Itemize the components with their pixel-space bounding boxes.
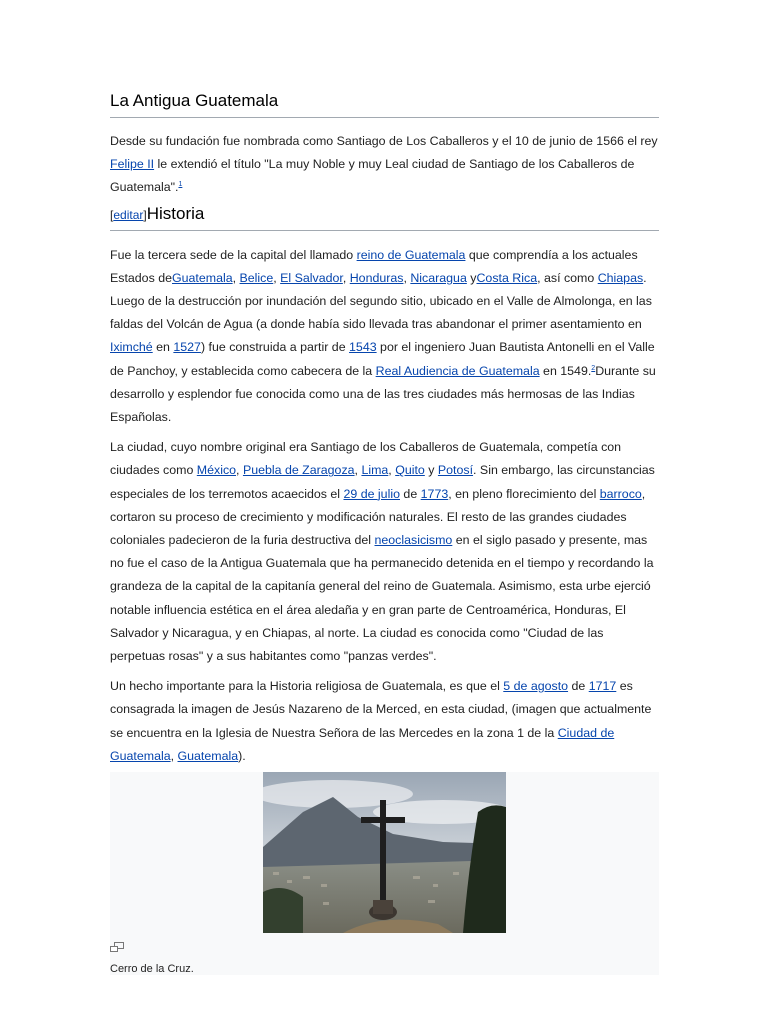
link-belice[interactable]: Belice xyxy=(239,270,274,285)
edit-link[interactable]: editar xyxy=(113,207,144,222)
link-barroco[interactable]: barroco xyxy=(599,486,642,501)
text: , xyxy=(403,270,411,285)
text: , xyxy=(342,270,350,285)
reference-1[interactable]: 1 xyxy=(178,181,183,189)
link-1773[interactable]: 1773 xyxy=(420,486,449,501)
link-guatemala-country[interactable]: Guatemala xyxy=(177,748,239,763)
text: por el ingeniero Juan Bautista Antonelli en el Valle de Panchoy, y establecida como cabecera de la xyxy=(110,340,655,378)
link-real-audiencia[interactable]: Real Audiencia de Guatemala xyxy=(375,363,540,378)
text: de xyxy=(399,486,421,501)
link-5-de-agosto[interactable]: 5 de agosto xyxy=(503,679,569,694)
link-29-de-julio[interactable]: 29 de julio xyxy=(343,486,400,501)
link-reino-de-guatemala[interactable]: reino de Guatemala xyxy=(356,247,466,262)
text: en 1549. xyxy=(539,363,592,378)
text: , xyxy=(354,463,362,478)
historia-paragraph-1 xyxy=(110,244,659,430)
link-quito[interactable]: Quito xyxy=(395,463,425,478)
figure-caption: Cerro de la Cruz. xyxy=(110,963,194,976)
bracket: ] xyxy=(143,207,147,222)
historia-paragraph-2 xyxy=(110,436,659,668)
historia-paragraph-3 xyxy=(110,675,659,768)
edit-section xyxy=(110,208,147,222)
text: Durante su desarrollo y esplendor fue conocida como una de las tres ciudades más hermosas de las Indias Españolas. xyxy=(110,363,656,425)
reference-2[interactable]: 2 xyxy=(591,364,596,372)
link-mexico[interactable]: México xyxy=(196,463,237,478)
text: ). xyxy=(238,748,246,763)
section-heading-historia xyxy=(110,202,659,231)
text: de xyxy=(568,679,589,694)
text: , xyxy=(273,270,281,285)
text: Desde su fundación fue nombrada como Santiago de Los Caballeros y el 10 de junio de 1566 el rey xyxy=(110,134,658,148)
link-iximche[interactable]: Iximché xyxy=(110,340,153,355)
link-el-salvador[interactable]: El Salvador xyxy=(280,270,343,285)
link-lima[interactable]: Lima xyxy=(361,463,389,478)
text: y xyxy=(466,270,477,285)
text: . Sin embargo, las circunstancias especiales de los terremotos acaecidos el xyxy=(110,463,655,501)
text: , xyxy=(236,463,243,478)
cerro-de-la-cruz-photo[interactable] xyxy=(263,772,506,933)
text: Un hecho importante para la Historia religiosa de Guatemala, es que el xyxy=(110,679,504,694)
text: le extendió el título "La muy Noble y muy Leal ciudad de Santiago de los Caballeros de Guatemala". xyxy=(110,157,635,195)
bracket: [ xyxy=(110,207,114,222)
text: y xyxy=(424,463,438,478)
text: en xyxy=(152,340,174,355)
article-content xyxy=(110,89,659,975)
text: , xyxy=(232,270,240,285)
link-costa-rica[interactable]: Costa Rica xyxy=(476,270,538,285)
link-neoclasicismo[interactable]: neoclasicismo xyxy=(374,533,453,548)
link-ciudad-de-guatemala[interactable]: Ciudad de Guatemala xyxy=(110,725,615,763)
magnify-icon[interactable] xyxy=(110,942,124,953)
intro-paragraph xyxy=(110,130,659,200)
text: La ciudad, cuyo nombre original era Santiago de los Caballeros de Guatemala, competía con ciudades como xyxy=(110,440,622,478)
link-1717[interactable]: 1717 xyxy=(588,679,617,694)
link-1543[interactable]: 1543 xyxy=(349,340,377,355)
text: es consagrada la imagen de Jesús Nazareno de la Merced, en esta ciudad, (imagen que actualmente se encuentra en la Iglesia de Nuestra Señora de las Mercedes en la zona 1 de la xyxy=(110,679,652,740)
text: , así como xyxy=(537,270,598,285)
text: Fue la tercera sede de la capital del llamado xyxy=(110,247,357,262)
link-nicaragua[interactable]: Nicaragua xyxy=(410,270,467,285)
link-honduras[interactable]: Honduras xyxy=(349,270,404,285)
link-puebla[interactable]: Puebla de Zaragoza xyxy=(242,463,355,478)
link-felipe-ii[interactable]: Felipe II xyxy=(110,157,155,172)
section-title: Historia xyxy=(146,203,205,223)
text: en el siglo pasado y presente, mas no fue el caso de la Antigua Guatemala que ha permanecido detenida en el tiempo y recordando la grandeza de la capital de la capitanía general del reino de Guatemala. Asimismo, esta urbe ejerció notable influencia estética en el área aledaña y en gran parte de Centroamérica, Honduras, El Salvador y Nicaragua, y en Chiapas, al norte. La ciudad es conocida como "Ciudad de las perpetuas rosas" y a sus habitantes como "panzas verdes". xyxy=(110,533,654,664)
text: , xyxy=(388,463,396,478)
thumbnail-figure xyxy=(110,772,659,975)
link-1527[interactable]: 1527 xyxy=(173,340,201,355)
text: , en pleno florecimiento del xyxy=(448,486,600,501)
text: , xyxy=(170,748,178,763)
link-chiapas[interactable]: Chiapas xyxy=(597,270,644,285)
text: ) fue construida a partir de xyxy=(200,340,350,355)
text: , cortaron su proceso de crecimiento y modificación naturales. El resto de las grandes ciudades coloniales padecieron de la furia destructiva del xyxy=(110,486,646,548)
link-guatemala[interactable]: Guatemala xyxy=(172,270,233,285)
text: que comprendía a los actuales Estados de xyxy=(110,247,638,285)
page-title: La Antigua Guatemala xyxy=(110,89,659,118)
link-potosi[interactable]: Potosí xyxy=(437,463,474,478)
text: . Luego de la destrucción por inundación del segundo sitio, ubicado en el Valle de Almolonga, en las faldas del Volcán de Agua (a donde había sido llevada tras abandonar el primer asentamiento en xyxy=(110,270,652,332)
